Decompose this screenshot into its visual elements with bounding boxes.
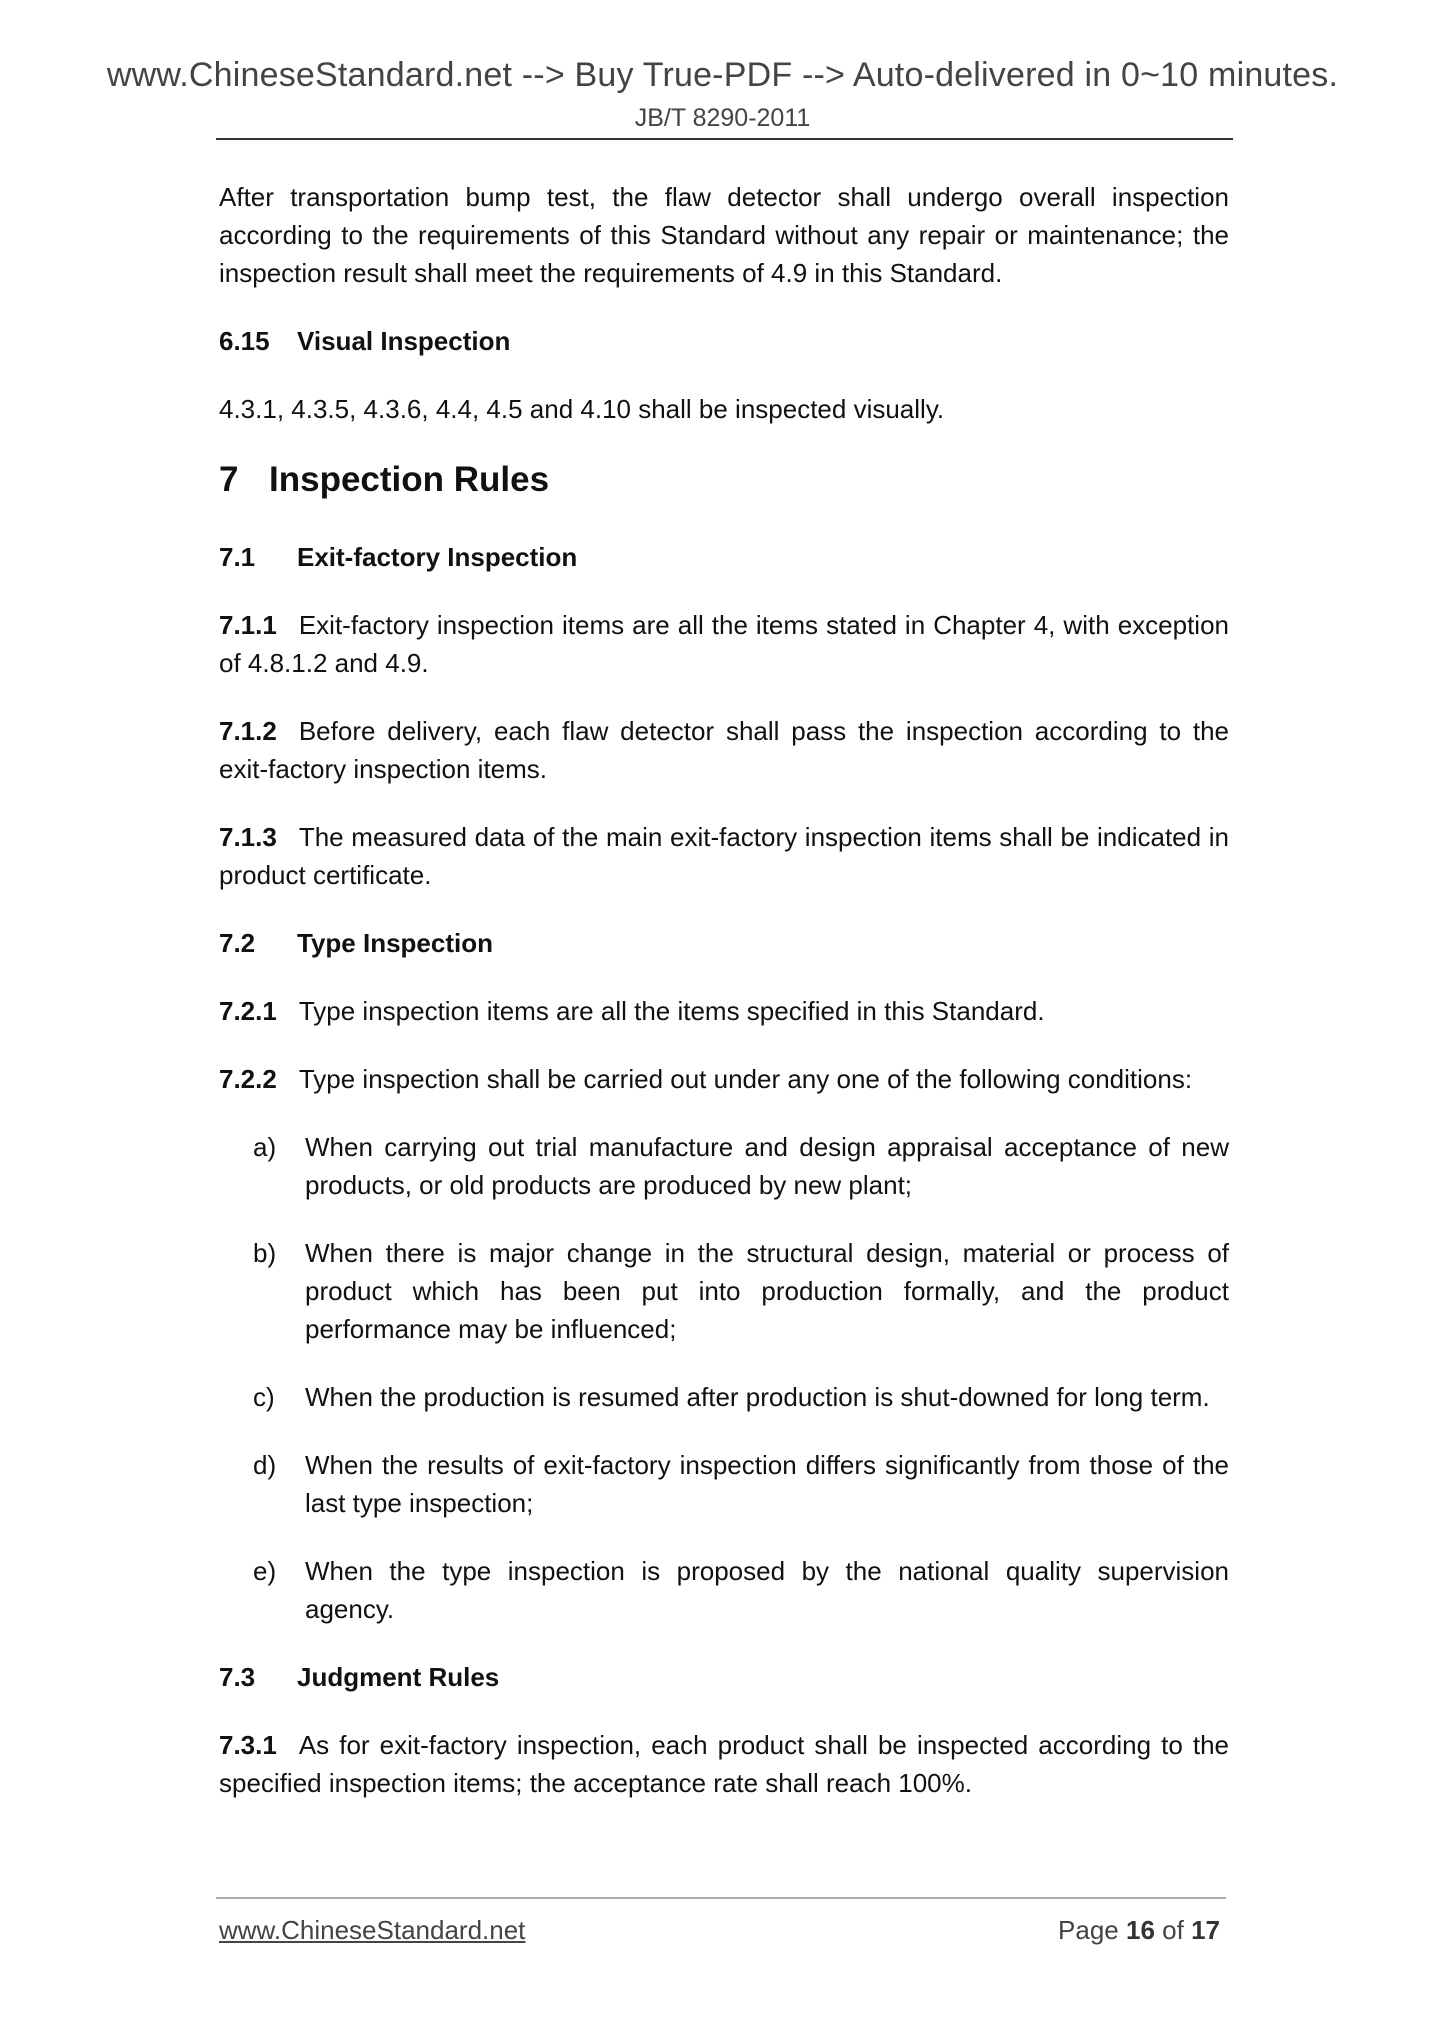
section-title: Type Inspection bbox=[297, 928, 493, 958]
section-number: 7.1 bbox=[219, 542, 256, 572]
intro-paragraph: After transportation bump test, the flaw detector shall undergo overall inspection according to the requirements of this Standard without any repair or maintenance; the inspection result shall meet the requirements of 4.9 in this Standard. bbox=[219, 182, 1229, 288]
page-total: 17 bbox=[1191, 1915, 1220, 1945]
clause-number: 7.2.1 bbox=[219, 996, 277, 1026]
section-number: 7.3 bbox=[219, 1662, 256, 1692]
section-6-15-text: 4.3.1, 4.3.5, 4.3.6, 4.4, 4.5 and 4.10 shall be inspected visually. bbox=[219, 394, 945, 424]
list-item-text: When carrying out trial manufacture and design appraisal acceptance of new products, or old products are produced by new plant; bbox=[305, 1132, 1229, 1200]
list-item-text: When the production is resumed after production is shut-downed for long term. bbox=[305, 1382, 1210, 1412]
header-banner[interactable]: www.ChineseStandard.net --> Buy True-PDF --> Auto-delivered in 0~10 minutes. bbox=[106, 56, 1339, 94]
section-number: 6.15 bbox=[219, 326, 270, 356]
list-item-label: d) bbox=[253, 1450, 277, 1480]
section-6-15-heading bbox=[219, 322, 1229, 360]
section-title: Judgment Rules bbox=[297, 1662, 500, 1692]
list-item bbox=[219, 1234, 1229, 1348]
clause-text: Type inspection shall be carried out under any one of the following conditions: bbox=[298, 1064, 1193, 1094]
chapter-number: 7 bbox=[219, 460, 239, 499]
clause-text: Exit-factory inspection items are all the items stated in Chapter 4, with exception of 4.8.1.2 and 4.9. bbox=[219, 610, 1229, 678]
list-item-label: e) bbox=[253, 1556, 277, 1586]
document-body bbox=[219, 178, 1229, 1832]
clause-number: 7.1.1 bbox=[219, 610, 277, 640]
list-item-text: When the type inspection is proposed by the national quality supervision agency. bbox=[305, 1556, 1229, 1624]
clause-text: The measured data of the main exit-factory inspection items shall be indicated in product certificate. bbox=[219, 822, 1229, 890]
chapter-7-heading bbox=[219, 458, 1229, 502]
clause-7-1-2 bbox=[219, 712, 1229, 788]
page-number bbox=[1058, 1915, 1220, 1946]
list-item bbox=[219, 1552, 1229, 1628]
list-item bbox=[219, 1128, 1229, 1204]
clause-number: 7.2.2 bbox=[219, 1064, 277, 1094]
section-number: 7.2 bbox=[219, 928, 256, 958]
list-item bbox=[219, 1378, 1229, 1416]
header-divider bbox=[216, 138, 1233, 140]
section-7-2-heading bbox=[219, 924, 1229, 962]
list-item-label: b) bbox=[253, 1238, 277, 1268]
list-item-text: When there is major change in the structural design, material or process of product which has been put into production formally, and the product performance may be influenced; bbox=[305, 1238, 1229, 1344]
section-7-1-heading bbox=[219, 538, 1229, 576]
section-title: Exit-factory Inspection bbox=[297, 542, 578, 572]
clause-7-1-3 bbox=[219, 818, 1229, 894]
page-current: 16 bbox=[1126, 1915, 1155, 1945]
standard-code: JB/T 8290-2011 bbox=[634, 104, 811, 132]
chapter-title: Inspection Rules bbox=[269, 460, 550, 499]
list-item-label: c) bbox=[253, 1382, 275, 1412]
clause-text: Type inspection items are all the items specified in this Standard. bbox=[298, 996, 1045, 1026]
clause-text: As for exit-factory inspection, each product shall be inspected according to the specified inspection items; the acceptance rate shall reach 100%. bbox=[219, 1730, 1229, 1798]
footer-link[interactable]: www.ChineseStandard.net bbox=[219, 1915, 526, 1945]
clause-7-3-1 bbox=[219, 1726, 1229, 1802]
clause-7-1-1 bbox=[219, 606, 1229, 682]
clause-7-2-1 bbox=[219, 992, 1229, 1030]
clause-text: Before delivery, each flaw detector shall pass the inspection according to the exit-factory inspection items. bbox=[219, 716, 1229, 784]
list-item bbox=[219, 1446, 1229, 1522]
section-7-3-heading bbox=[219, 1658, 1229, 1696]
clause-number: 7.3.1 bbox=[219, 1730, 277, 1760]
clause-number: 7.1.2 bbox=[219, 716, 277, 746]
clause-number: 7.1.3 bbox=[219, 822, 277, 852]
page-word: Page bbox=[1058, 1915, 1119, 1945]
clause-7-2-2 bbox=[219, 1060, 1229, 1098]
section-title: Visual Inspection bbox=[297, 326, 511, 356]
list-item-text: When the results of exit-factory inspection differs significantly from those of the last type inspection; bbox=[305, 1450, 1229, 1518]
list-item-label: a) bbox=[253, 1132, 277, 1162]
footer-divider bbox=[216, 1897, 1226, 1899]
page-of: of bbox=[1162, 1915, 1184, 1945]
